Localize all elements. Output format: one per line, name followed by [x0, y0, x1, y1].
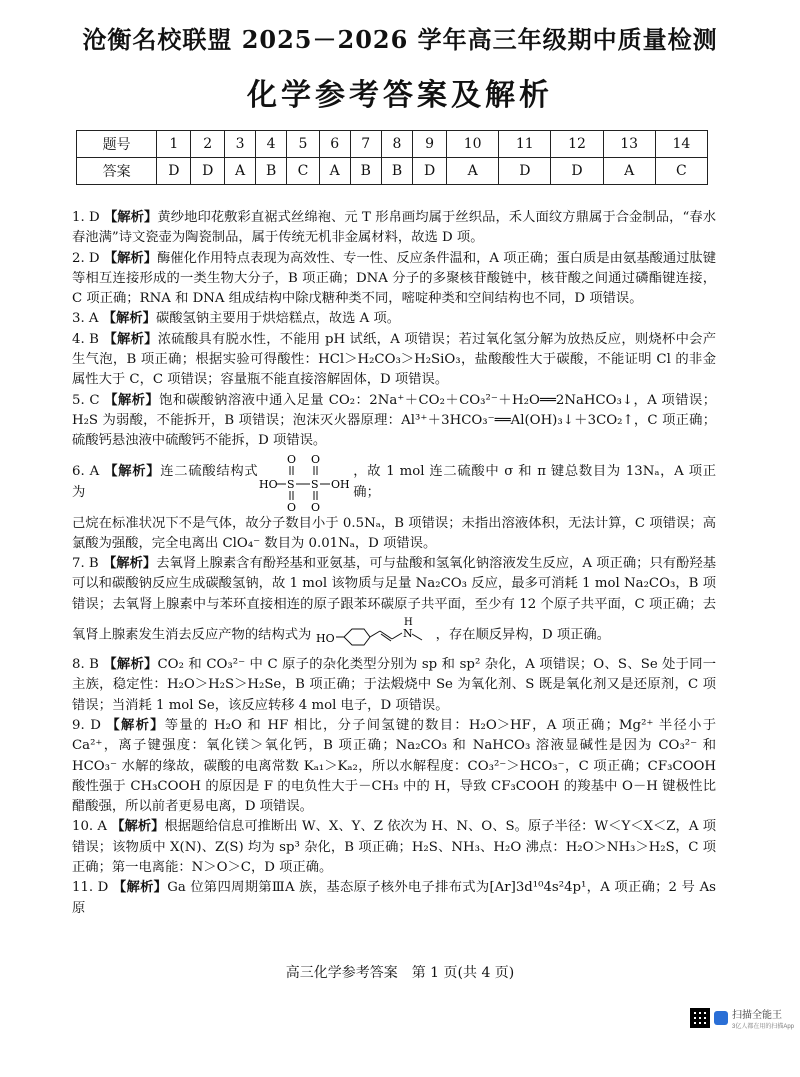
question-number-cell: 11 — [499, 131, 551, 158]
answer-cell: D — [551, 158, 603, 185]
solution-text: ，存在顺反异构，D 项正确。 — [435, 627, 611, 643]
question-number: 11. D — [72, 880, 109, 896]
solution-text: 连二硫酸结构式为 — [72, 464, 258, 500]
analysis-tag: 【解析】 — [111, 819, 165, 835]
solution-1 — [72, 208, 716, 249]
question-number: 9. D — [72, 717, 101, 733]
question-number-cell: 10 — [447, 131, 499, 158]
scanner-logo-icon — [714, 1011, 728, 1025]
elimination-product-structure — [316, 615, 436, 655]
answer-cell: A — [225, 158, 256, 185]
question-number: 7. B — [72, 556, 99, 572]
qr-code-icon — [690, 1008, 710, 1028]
solution-8 — [72, 655, 716, 716]
solution-text: 等量的 H₂O 和 HF 相比，分子间氢键的数目：H₂O＞HF，A 项正确；Mg²⁺ 半径小于 Ca²⁺，离子键强度：氧化镁＞氧化钙，B 项正确；Na₂CO₃ 和 NaHCO₃ 溶液显碱性是因为 CO₃²⁻ 和 HCO₃⁻ 水解的缘故，碳酸的电离常数 Kₐ₁＞Kₐ₂，所以水解程度：CO₃²⁻＞HCO₃⁻，C 项正确；CF₃COOH 酸性强于 CH₃COOH 的原因是 F 的电负性大于－CH₃ 中的 H，导致 CF₃COOH 的羧基中 O－H 键极性比醋酸强，所以前者更易电离，D 项错误。 — [72, 717, 716, 815]
answer-table — [76, 130, 708, 185]
solution-text: 饱和碳酸钠溶液中通入足量 CO₂：2Na⁺＋CO₂＋CO₃²⁻＋H₂O══2NaHCO₃↓，A 项错误；H₂S 为弱酸，不能拆开，B 项错误；泡沫灭火器原理：Al³⁺＋3HCO₃⁻══Al(OH)₃↓＋3CO₂↑，C 项正确；硫酸钙悬浊液中硫酸钙不能拆，D 项错误。 — [72, 392, 716, 449]
answer-cell: A — [447, 158, 499, 185]
analysis-tag: 【解析】 — [103, 331, 158, 347]
question-number-cell: 7 — [350, 131, 381, 158]
solution-text: 黄纱地印花敷彩直裾式丝绵袍、元 T 形帛画均属于丝织品，禾人面纹方鼎属于合金制品，“春水春池满”诗文瓷壶为陶瓷制品，属于传统无机非金属材料，故选 D 项。 — [72, 210, 716, 246]
solution-6-cont — [72, 514, 716, 555]
analysis-tag: 【解析】 — [104, 392, 160, 408]
answer-cell: A — [319, 158, 350, 185]
answer-cell: B — [255, 158, 286, 185]
dithionic-acid-structure — [258, 453, 354, 513]
label-n: N — [402, 627, 413, 641]
question-number-cell: 4 — [255, 131, 286, 158]
analysis-tag: 【解析】 — [106, 717, 165, 733]
label-s1: S — [286, 477, 295, 491]
question-number-cell: 8 — [381, 131, 412, 158]
analysis-tag: 【解析】 — [103, 210, 158, 225]
label-o1: O — [286, 452, 296, 466]
question-number: 3. A — [72, 311, 99, 327]
solution-7 — [72, 554, 716, 655]
scanner-name: 扫描全能王 — [732, 1010, 782, 1021]
analysis-tag: 【解析】 — [103, 657, 158, 673]
question-number: 10. A — [72, 819, 107, 835]
solution-text: 浓硫酸具有脱水性，不能用 pH 试纸，A 项错误；若过氧化氢分解为放热反应，则烧杯中会产生气泡，B 项正确；根据实验可得酸性：HCl＞H₂CO₃＞H₂SiO₃，盐酸酸性大于碳酸，不能证明 Cl 的非金属性大于 C，C 项错误；容量瓶不能直接溶解固体，D 项错误。 — [72, 331, 716, 388]
solution-2 — [72, 249, 716, 310]
answer-cell: A — [603, 158, 655, 185]
analysis-tag: 【解析】 — [102, 311, 156, 327]
label-h: H — [403, 617, 413, 629]
label-s2: S — [310, 477, 319, 491]
question-number-cell: 12 — [551, 131, 603, 158]
question-number-cell: 13 — [603, 131, 655, 158]
answer-cell: C — [287, 158, 319, 185]
scanner-tagline: 3亿人都在用的扫描App — [732, 1024, 795, 1030]
row-label-answer: 答案 — [77, 158, 157, 185]
solution-text: 去氧肾上腺素含有酚羟基和亚氨基，可与盐酸和氢氧化钠溶液发生反应，A 项正确；只有酚羟基可以和碳酸钠反应生成碳酸氢钠，故 1 mol 该物质与足量 Na₂CO₃ 反应，最多可消耗 1 mol Na₂CO₃，B 项错误；去氧肾上腺素中与苯环直接相连的原子跟苯环碳原子共平面，至少有 12 个原子共平面，C 项正确；去氧肾上腺素发生消去反应产物的结构式为 — [72, 556, 717, 643]
scanner-badge — [690, 1006, 794, 1030]
question-number-cell: 5 — [287, 131, 319, 158]
answer-cell: D — [413, 158, 447, 185]
question-number-cell: 9 — [413, 131, 447, 158]
solution-6-structure-line — [72, 452, 716, 514]
question-number-cell: 3 — [225, 131, 256, 158]
solution-3 — [72, 309, 716, 329]
solution-text: 己烷在标准状况下不是气体，故分子数目小于 0.5Nₐ，B 项错误；未指出溶液体积，无法计算，C 项错误；高氯酸为强酸，完全电离出 ClO₄⁻ 数目为 0.01Nₐ，D 项错误。 — [72, 515, 716, 551]
solutions — [72, 208, 716, 919]
page-footer: 高三化学参考答案 第 1 页(共 4 页) — [285, 965, 515, 981]
answer-cell: D — [499, 158, 551, 185]
question-number: 4. B — [72, 331, 99, 347]
label-oh: OH — [330, 477, 350, 491]
exam-title: 沧衡名校联盟 2025－2026 学年高三年级期中质量检测 — [82, 25, 718, 54]
solution-10 — [72, 817, 716, 878]
row-label-number: 题号 — [77, 131, 157, 158]
label-o4: O — [310, 500, 320, 513]
label-ho: HO — [258, 477, 278, 491]
solution-4 — [72, 330, 716, 391]
question-number: 8. B — [72, 657, 99, 673]
solution-text: ，故 1 mol 连二硫酸中 σ 和 π 键总数目为 13Nₐ，A 项正确； — [353, 464, 716, 500]
answer-cell: C — [655, 158, 707, 185]
label-o2: O — [310, 452, 320, 466]
analysis-tag: 【解析】 — [112, 880, 168, 896]
answer-cell: D — [191, 158, 225, 185]
solution-11 — [72, 878, 716, 919]
analysis-tag: 【解析】 — [103, 250, 157, 266]
answer-cell: B — [350, 158, 381, 185]
answer-table-answer-row — [77, 158, 708, 185]
question-number: 2. D — [72, 250, 100, 266]
label-ho: HO — [315, 632, 335, 646]
solution-text: 根据题给信息可推断出 W、X、Y、Z 依次为 H、N、O、S。原子半径：W＜Y＜X＜Z，A 项错误；该物质中 X(N)、Z(S) 均为 sp³ 杂化，B 项正确；H₂S、NH₃、H₂O 沸点：H₂O＞NH₃＞H₂S，C 项正确；第一电离能：N＞O＞C，D 项正确。 — [72, 819, 716, 876]
solution-text: 碳酸氢钠主要用于烘焙糕点，故选 A 项。 — [155, 311, 401, 327]
question-number: 1. D — [72, 210, 100, 225]
question-number: 6. A — [72, 464, 100, 480]
question-number-cell: 1 — [157, 131, 191, 158]
question-number-cell: 2 — [191, 131, 225, 158]
question-number-cell: 6 — [319, 131, 350, 158]
answer-table-number-row — [77, 131, 708, 158]
analysis-tag: 【解析】 — [104, 464, 161, 480]
solution-5 — [72, 391, 716, 452]
analysis-tag: 【解析】 — [102, 556, 157, 572]
solution-9 — [72, 716, 716, 817]
question-number-cell: 14 — [655, 131, 707, 158]
solution-text: CO₂ 和 CO₃²⁻ 中 C 原子的杂化类型分别为 sp 和 sp² 杂化，A 项错误；O、S、Se 处于同一主族，稳定性：H₂O＞H₂S＞H₂Se，B 项正确；于法煅烧中 Se 为氧化剂、S 既是氧化剂又是还原剂，C 项错误；当消耗 1 mol Se，该反应转移 4 mol 电子，D 项错误。 — [72, 657, 717, 713]
document-subtitle: 化学参考答案及解析 — [247, 78, 553, 113]
label-o3: O — [286, 500, 296, 513]
answer-cell: D — [157, 158, 191, 185]
solution-text: 酶催化作用特点表现为高效性、专一性、反应条件温和，A 项正确；蛋白质是由氨基酸通过肽键等相互连接形成的一类生物大分子，B 项正确；DNA 分子的多聚核苷酸链中，核苷酸之间通过磷酯键连接，C 项正确；RNA 和 DNA 组成结构中除戊糖种类不同，嘧啶种类和空间结构也不同，D 项错误。 — [72, 250, 716, 307]
solution-text: Ga 位第四周期第ⅢA 族，基态原子核外电子排布式为[Ar]3d¹⁰4s²4p¹，A 项正确；2 号 As 原 — [72, 880, 717, 916]
question-number: 5. C — [72, 392, 100, 408]
answer-cell: B — [381, 158, 412, 185]
